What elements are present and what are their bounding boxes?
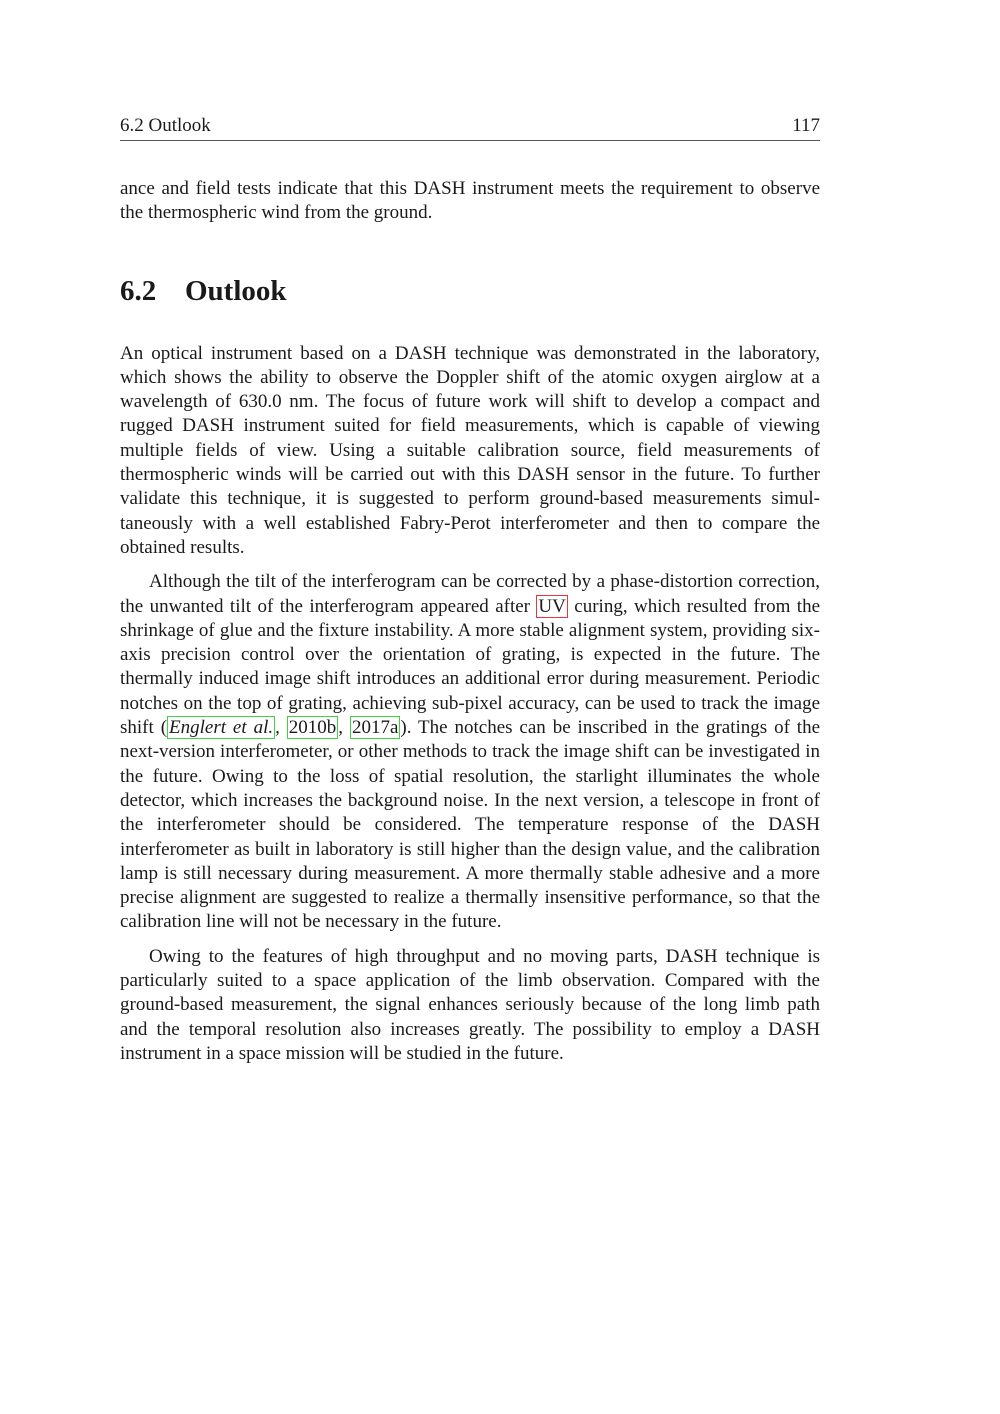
continued-paragraph: ance and field tests indicate that this DASH instrument meets the requirement to observe the thermospheric wind from the ground.	[120, 178, 820, 224]
citation-link-2017a[interactable]: 2017a	[351, 717, 399, 739]
citation-link-2010b[interactable]: 2010b	[288, 717, 337, 739]
citation-separator: ,	[275, 717, 287, 739]
paragraph-2-text-c: ). The notches can be inscribed in the gratings of the next-version interferometer, or other methods to track the image shift can be investigated in the future. Owing to the loss of spatial resolution, the starlight illuminates the whole detector, which increases the background noise. In the next version, a telescope in front of the interferometer should be considered. The temperature response of the DASH interferometer as built in laboratory is still higher than the design value, and the calibration lamp is still necessary during measurement. A more thermally stable adhesive and a more precise alignment are suggested to realize a thermally insensitive performance, so that the calibration line will not be necessary in the future.	[120, 717, 821, 933]
citation-separator: ,	[338, 717, 350, 739]
citation-author-link[interactable]: Englert et al.	[169, 717, 274, 739]
paragraph-2-text-b: curing, which resulted from the shrinkage of glue and the fixture instability. A more stable alignment system, providing six-axis precision control over the orientation of grating, is expected in the future. The thermally induced image shift introduces an additional error during measurement. Periodic notches on the top of grating, achieving sub-pixel accuracy, can be used to track the image shift (	[120, 595, 820, 739]
section-number: 6.2	[120, 274, 157, 307]
page-number: 117	[792, 115, 820, 136]
paragraph-2-text-a: Although the tilt of the interferogram can be corrected by a phase-distortion correction, the unwanted tilt of the interferogram appeared after	[120, 571, 820, 617]
uv-acronym-link[interactable]: UV	[538, 595, 566, 617]
section-heading	[120, 274, 820, 308]
paragraph-1: An optical instrument based on a DASH technique was demonstrated in the laboratory, which shows the ability to observe the Doppler shift of the atomic oxygen airglow at a wavelength of 630.0 nm. The focus of future work will shift to develop a compact and rugged DASH instrument suited for field measurements, which is capable of viewing multiple fields of view. Using a suitable calibration source, field measurements of thermospheric winds will be carried out with this DASH sensor in the future. To further validate this technique, it is suggested to perform ground-based measurements simultaneously with a well established Fabry-Perot interferometer and then to compare the obtained results.	[120, 342, 820, 558]
running-header-section: 6.2 Outlook	[120, 115, 211, 136]
section-title: Outlook	[185, 274, 287, 307]
paragraph-3: Owing to the features of high throughput and no moving parts, DASH technique is particularly suited to a space application of the limb observation. Compared with the ground-based measurement, the signal enhances seriously because of the long limb path and the temporal resolution also increases greatly. The possibility to employ a DASH instrument in a space mission will be studied in the future.	[120, 945, 820, 1064]
paragraph-2	[120, 570, 820, 934]
page	[120, 114, 820, 1066]
running-header	[120, 114, 820, 141]
